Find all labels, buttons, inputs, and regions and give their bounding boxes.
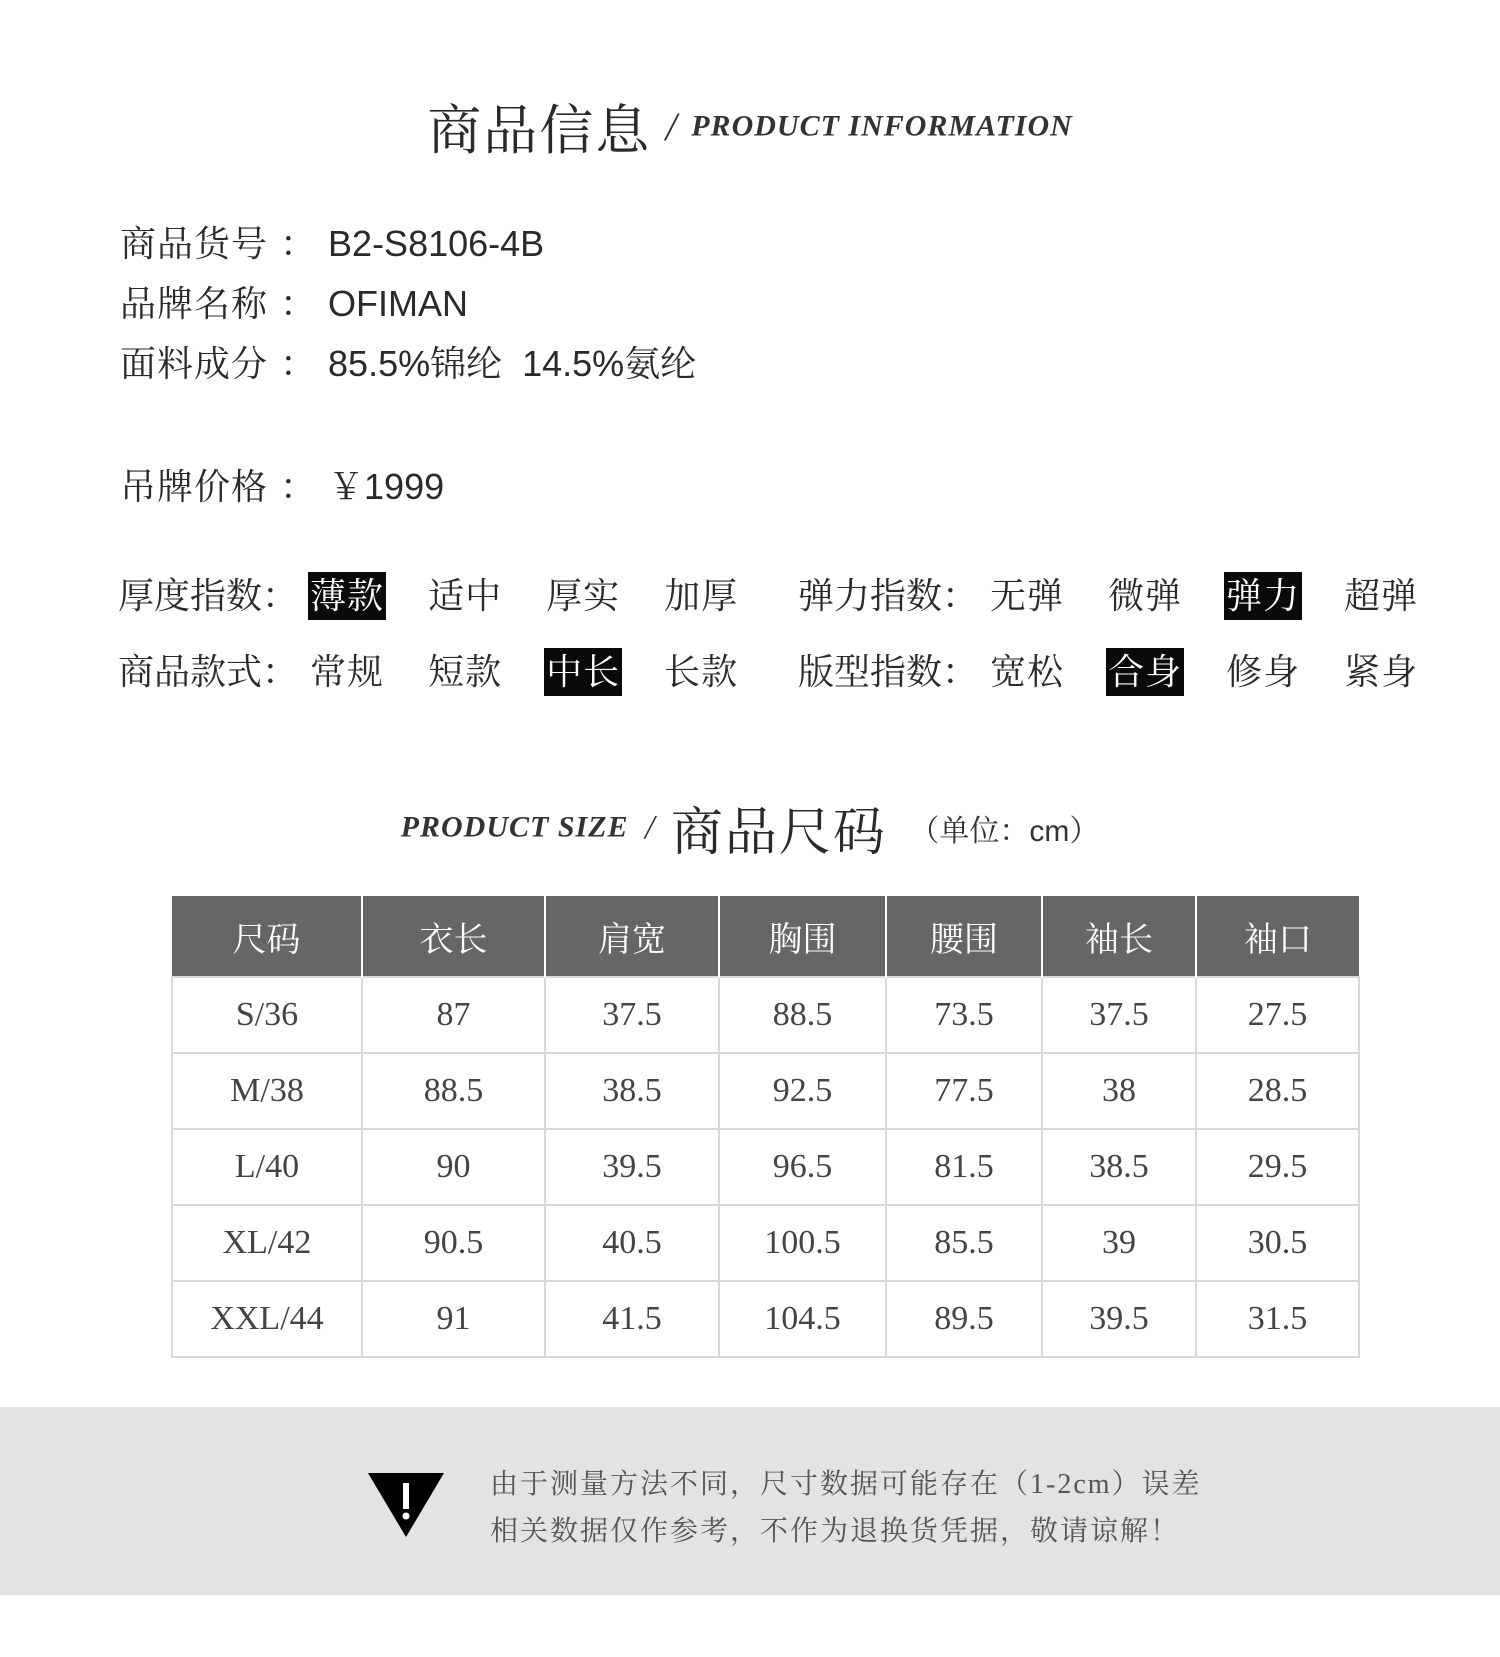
- table-cell: M/38: [172, 1053, 362, 1129]
- table-cell: L/40: [172, 1129, 362, 1205]
- header-size: 尺码: [172, 896, 362, 977]
- thickness-option-thin: 薄款: [308, 572, 386, 620]
- size-unit-note: （单位：cm）: [909, 814, 1100, 848]
- table-cell: 41.5: [545, 1281, 719, 1357]
- table-cell: 85.5: [886, 1205, 1042, 1281]
- fabric-colon: ：: [280, 343, 317, 384]
- table-header-row: [172, 896, 1359, 977]
- product-size-title-cn: 商品尺码: [670, 804, 887, 862]
- fit-option-tight: 紧身: [1344, 651, 1419, 692]
- elasticity-label: 弹力指数: [798, 575, 943, 616]
- elasticity-row: [798, 572, 1420, 620]
- fabric-line: [120, 336, 696, 387]
- style-option-long: 长款: [664, 651, 739, 692]
- table-cell: 104.5: [719, 1281, 886, 1357]
- sku-colon: ：: [280, 223, 317, 264]
- table-cell: 40.5: [545, 1205, 719, 1281]
- elasticity-option-stretch: 弹力: [1224, 572, 1302, 620]
- table-cell: 30.5: [1196, 1205, 1359, 1281]
- header-waist: 腰围: [886, 896, 1042, 977]
- table-cell: 87: [362, 977, 545, 1053]
- table-cell: 39.5: [545, 1129, 719, 1205]
- fabric-value: 85.5%锦纶 14.5%氨纶: [328, 343, 697, 384]
- size-table: [171, 896, 1360, 1358]
- table-cell: 90: [362, 1129, 545, 1205]
- elasticity-option-super: 超弹: [1344, 575, 1419, 616]
- table-cell: S/36: [172, 977, 362, 1053]
- elasticity-option-none: 无弹: [990, 575, 1065, 616]
- table-cell: 28.5: [1196, 1053, 1359, 1129]
- product-size-title: [0, 790, 1500, 865]
- sku-value: B2-S8106-4B: [328, 223, 545, 264]
- fit-label: 版型指数: [798, 651, 943, 692]
- fit-option-slim: 修身: [1226, 651, 1301, 692]
- table-cell: 37.5: [1042, 977, 1196, 1053]
- table-cell: 39.5: [1042, 1281, 1196, 1357]
- table-cell: 31.5: [1196, 1281, 1359, 1357]
- table-row: [172, 1205, 1359, 1281]
- table-cell: 29.5: [1196, 1129, 1359, 1205]
- style-label: 商品款式: [118, 651, 263, 692]
- header-cuff: 袖口: [1196, 896, 1359, 977]
- table-cell: 88.5: [719, 977, 886, 1053]
- table-cell: 89.5: [886, 1281, 1042, 1357]
- notice-line-2: 相关数据仅作参考，不作为退换货凭据，敬请谅解！: [490, 1516, 1181, 1547]
- table-cell: 39: [1042, 1205, 1196, 1281]
- price-line: [120, 459, 444, 510]
- fit-option-loose: 宽松: [990, 651, 1065, 692]
- brand-colon: ：: [280, 283, 317, 324]
- thickness-option-thick: 厚实: [546, 575, 621, 616]
- notice-line-1: 由于测量方法不同，尺寸数据可能存在（1-2cm）误差: [490, 1469, 1202, 1500]
- style-option-regular: 常规: [310, 651, 385, 692]
- product-info-title-cn: 商品信息: [427, 101, 652, 161]
- price-colon: ：: [280, 466, 317, 507]
- style-option-mid-length: 中长: [544, 648, 622, 696]
- thickness-option-medium: 适中: [428, 575, 503, 616]
- thickness-label: 厚度指数: [118, 575, 263, 616]
- header-chest: 胸围: [719, 896, 886, 977]
- table-cell: 38: [1042, 1053, 1196, 1129]
- table-row: [172, 977, 1359, 1053]
- table-cell: XL/42: [172, 1205, 362, 1281]
- thickness-row: [118, 572, 740, 620]
- warning-triangle-icon: [368, 1473, 444, 1537]
- table-cell: 38.5: [545, 1053, 719, 1129]
- fit-option-regular: 合身: [1106, 648, 1184, 696]
- table-row: [172, 1281, 1359, 1357]
- table-cell: 90.5: [362, 1205, 545, 1281]
- table-row: [172, 1129, 1359, 1205]
- table-cell: 96.5: [719, 1129, 886, 1205]
- table-cell: 77.5: [886, 1053, 1042, 1129]
- thickness-option-extra-thick: 加厚: [664, 575, 739, 616]
- fabric-label: 面料成分: [120, 343, 269, 384]
- table-cell: 100.5: [719, 1205, 886, 1281]
- style-colon: ：: [262, 651, 299, 692]
- table-cell: 92.5: [719, 1053, 886, 1129]
- size-title-slash: /: [644, 808, 655, 846]
- table-cell: 37.5: [545, 977, 719, 1053]
- price-value: ￥1999: [328, 466, 445, 507]
- price-label: 吊牌价格: [120, 466, 269, 507]
- brand-label: 品牌名称: [120, 283, 269, 324]
- header-shoulder: 肩宽: [545, 896, 719, 977]
- table-cell: 38.5: [1042, 1129, 1196, 1205]
- table-row: [172, 1053, 1359, 1129]
- thickness-colon: ：: [262, 575, 299, 616]
- table-cell: 91: [362, 1281, 545, 1357]
- brand-value: OFIMAN: [328, 283, 469, 324]
- table-cell: XXL/44: [172, 1281, 362, 1357]
- style-row: [118, 648, 740, 696]
- sku-line: [120, 216, 544, 267]
- header-length: 衣长: [362, 896, 545, 977]
- table-cell: 27.5: [1196, 977, 1359, 1053]
- product-info-title-en: PRODUCT INFORMATION: [691, 109, 1073, 143]
- table-cell: 81.5: [886, 1129, 1042, 1205]
- title-slash: /: [665, 104, 677, 149]
- product-size-title-en: PRODUCT SIZE: [400, 810, 629, 844]
- style-option-short: 短款: [428, 651, 503, 692]
- fit-colon: ：: [942, 651, 979, 692]
- elasticity-option-slight: 微弹: [1108, 575, 1183, 616]
- table-cell: 88.5: [362, 1053, 545, 1129]
- product-info-title: [0, 88, 1500, 165]
- fit-row: [798, 648, 1420, 696]
- header-sleeve-length: 袖长: [1042, 896, 1196, 977]
- sku-label: 商品货号: [120, 223, 269, 264]
- brand-line: [120, 276, 468, 327]
- elasticity-colon: ：: [942, 575, 979, 616]
- table-cell: 73.5: [886, 977, 1042, 1053]
